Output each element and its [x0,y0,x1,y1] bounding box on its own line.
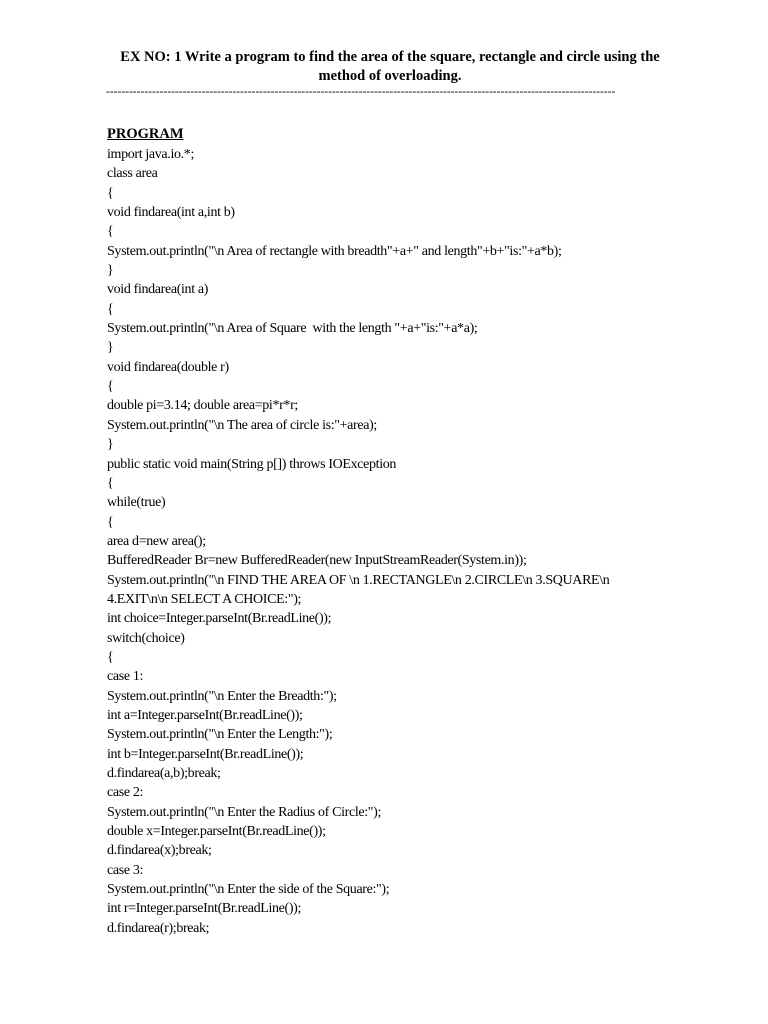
code-line: case 3: [107,862,144,878]
code-line: System.out.println("\n Enter the side of the Square:"); [107,882,390,898]
code-line: { [107,649,114,665]
code-line: void findarea(int a,int b) [107,205,235,221]
exercise-title-line-2: method of overloading. [318,68,462,84]
code-line: d.findarea(a,b);break; [107,766,221,781]
code-line: System.out.println("\n Enter the Breadth:"); [107,688,337,704]
code-line: int choice=Integer.parseInt(Br.readLine()); [107,611,332,627]
code-line: while(true) [107,495,166,511]
code-line: { [107,224,114,240]
code-line: public static void main(String p[]) throws IOException [107,456,397,472]
code-line: { [107,185,114,201]
code-line: } [107,263,114,279]
code-line: 4.EXIT\n\n SELECT A CHOICE:"); [107,591,302,607]
code-line: System.out.println("\n Area of rectangle with breadth"+a+" and length"+b+"is:"+a*b); [107,243,562,259]
code-line: System.out.println("\n The area of circle is:"+area); [107,417,377,433]
code-line: switch(choice) [107,630,185,646]
code-line: { [107,475,114,491]
code-line: import java.io.*; [107,147,194,162]
exercise-title-line-1: EX NO: 1 Write a program to find the area of the square, rectangle and circle using the [120,49,660,65]
code-line: { [107,301,114,317]
code-line: void findarea(int a) [107,282,209,298]
code-line: } [107,437,114,453]
code-listing [107,145,727,938]
code-line: class area [107,166,158,182]
program-heading: PROGRAM [107,126,184,142]
code-line: System.out.println("\n Enter the Radius of Circle:"); [107,804,382,820]
code-line: area d=new area(); [107,533,206,549]
code-line: double x=Integer.parseInt(Br.readLine()); [107,824,326,840]
code-line: System.out.println("\n Enter the Length:"); [107,727,333,743]
code-line: { [107,514,114,530]
code-line: int a=Integer.parseInt(Br.readLine()); [107,707,303,723]
code-line: { [107,379,114,395]
dashed-divider: ------------------------------------------------------------------------------------------------------------------------------------- [106,86,616,98]
code-line: d.findarea(x);break; [107,843,212,859]
code-line: BufferedReader Br=new BufferedReader(new InputStreamReader(System.in)); [107,553,527,569]
code-line: } [107,340,114,356]
code-line: void findarea(double r) [107,359,229,375]
code-line: System.out.println("\n FIND THE AREA OF \n 1.RECTANGLE\n 2.CIRCLE\n 3.SQUARE\n [107,572,610,588]
exercise-title [80,48,700,86]
code-line: case 1: [107,669,144,685]
code-line: d.findarea(r);break; [107,920,210,936]
code-line: double pi=3.14; double area=pi*r*r; [107,398,298,414]
code-line: case 2: [107,785,144,801]
code-line: int b=Integer.parseInt(Br.readLine()); [107,746,304,762]
code-line: int r=Integer.parseInt(Br.readLine()); [107,901,302,917]
code-line: System.out.println("\n Area of Square with the length "+a+"is:"+a*a); [107,321,478,337]
